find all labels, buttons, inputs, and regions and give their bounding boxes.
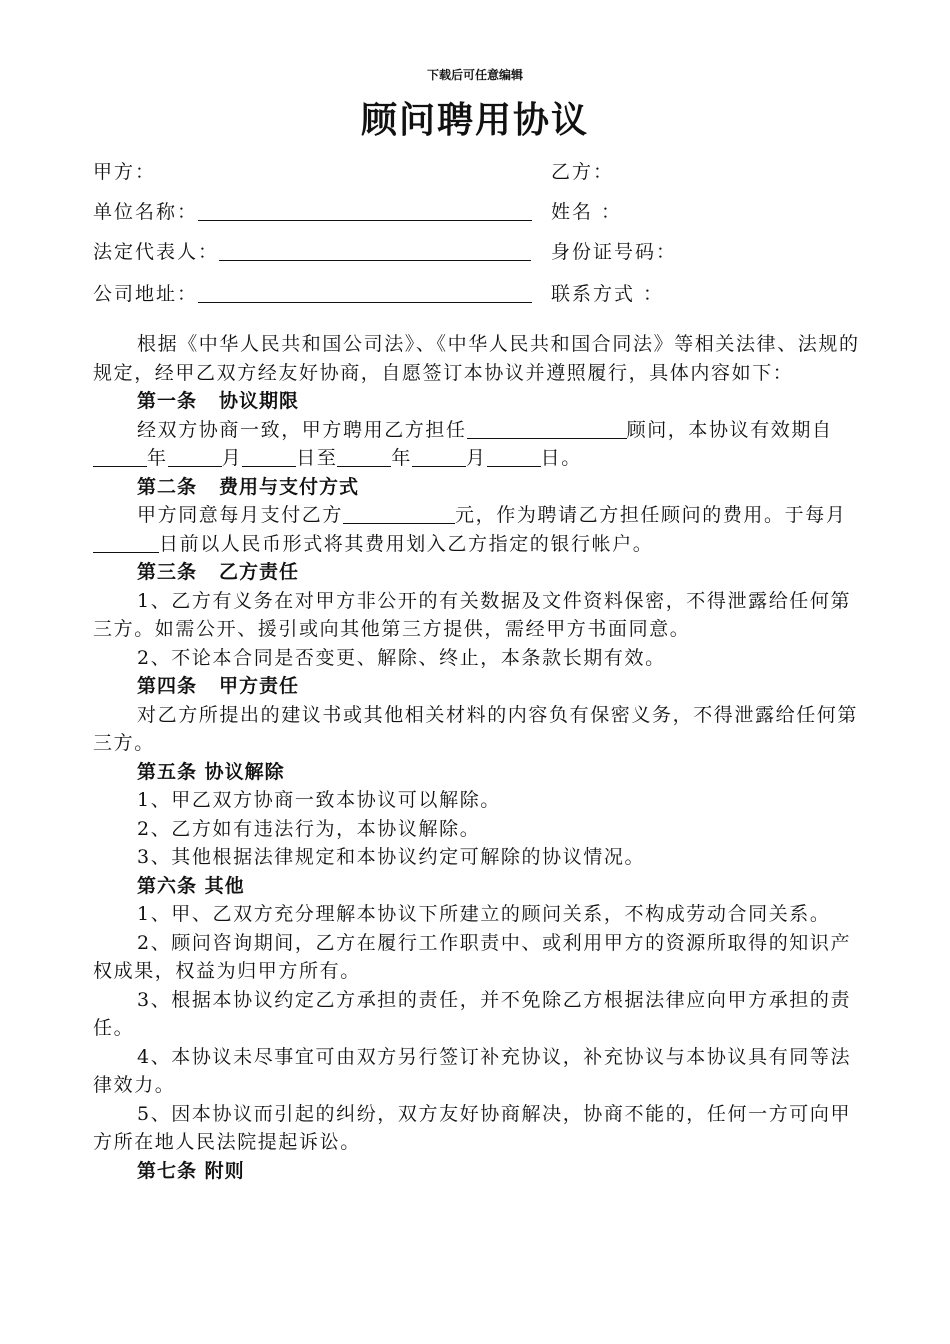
article-3-title: 乙方责任 [219,561,300,583]
end-day-label: 日。 [540,447,582,469]
article-6-item: 3、根据本协议约定乙方承担的责任，并不免除乙方根据法律应向甲方承担的责任。 [93,988,852,1039]
article-3-heading [93,558,863,587]
article-3-number: 第三条 [137,561,198,583]
article-5-item: 3、其他根据法律规定和本协议约定可解除的协议情况。 [137,846,646,868]
party-row-header [93,157,873,187]
start-year-blank[interactable] [93,446,147,467]
party-b-label: 乙方： [551,161,615,183]
header-note: 下载后可任意编辑 [426,68,523,82]
article-4-number: 第四条 [137,675,198,697]
article-2-paragraph [93,501,863,558]
end-month-blank[interactable] [412,446,466,467]
end-year-label: 年 [391,447,413,469]
start-year-label: 年 [147,447,168,469]
article-2-text-b: 元，作为聘请乙方担任顾问的费用。于每月 [455,504,847,526]
party-row-representative [93,237,873,267]
address-label: 公司地址： [93,283,199,305]
representative-field[interactable] [93,237,531,264]
company-name-blank[interactable] [198,200,532,221]
monthly-fee-blank[interactable] [343,503,455,524]
id-number-label: 身份证号码： [551,241,678,263]
article-6-heading: 第六条 其他 [137,874,245,897]
article-1-title: 协议期限 [219,390,300,412]
page-title: 顾问聘用协议 [360,99,589,141]
article-1-text-b: 顾问，本协议有效期自 [626,418,833,441]
article-4-item: 对乙方所提出的建议书或其他相关材料的内容负有保密义务，不得泄露给任何第三方。 [93,703,859,754]
address-blank[interactable] [198,282,532,303]
article-3-item: 2、不论本合同是否变更、解除、终止，本条款长期有效。 [137,646,666,669]
article-1-text-a: 经双方协商一致，甲方聘用乙方担任 [137,418,467,441]
article-4-heading [93,672,863,701]
representative-label: 法定代表人： [93,241,220,263]
start-month-label: 月 [221,447,243,469]
article-7-heading: 第七条 附则 [137,1159,245,1182]
end-day-blank[interactable] [487,446,541,467]
name-label: 姓名 ： [551,201,623,223]
article-5-item: 1、甲乙双方协商一致本协议可以解除。 [137,789,501,811]
article-6-item: 4、本协议未尽事宜可由双方另行签订补充协议，补充协议与本协议具有同等法律效力。 [93,1045,852,1096]
article-1-number: 第一条 [137,390,198,412]
article-4-title: 甲方责任 [219,675,300,697]
consultant-role-blank[interactable] [467,418,627,439]
start-day-blank[interactable] [242,446,296,467]
article-1-heading [93,387,863,416]
representative-blank[interactable] [219,240,531,261]
start-month-blank[interactable] [168,446,222,467]
payment-day-blank[interactable] [93,532,159,553]
company-name-label: 单位名称： [93,201,199,223]
start-day-label: 日至 [296,447,338,469]
article-2-heading [93,473,863,502]
article-5-heading: 第五条 协议解除 [137,760,285,783]
article-2-number: 第二条 [137,475,198,498]
company-name-field[interactable] [93,197,532,224]
agreement-body [93,330,863,1185]
intro-paragraph: 根据《中华人民共和国公司法》、《中华人民共和国合同法》等相关法律、法规的规定，经甲乙双方经友好协商，自愿签订本协议并遵照履行，具体内容如下： [93,333,860,384]
article-6-item: 5、因本协议而引起的纠纷，双方友好协商解决，协商不能的，任何一方可向甲方所在地人民法院提起诉讼。 [93,1102,852,1153]
article-6-item: 1、甲、乙双方充分理解本协议下所建立的顾问关系，不构成劳动合同关系。 [137,903,831,925]
article-6-item: 2、顾问咨询期间，乙方在履行工作职责中、或利用甲方的资源所取得的知识产权成果，权益为归甲方所有。 [93,931,852,982]
party-row-address [93,279,873,309]
address-field[interactable] [93,279,532,306]
contact-label: 联系方式 ： [551,283,665,305]
article-2-text-a: 甲方同意每月支付乙方 [137,504,344,526]
article-1-paragraph [93,416,863,473]
end-month-label: 月 [466,447,487,469]
article-5-item: 2、乙方如有违法行为，本协议解除。 [137,817,481,840]
party-row-company [93,197,873,227]
end-year-blank[interactable] [337,446,391,467]
article-3-item: 1、乙方有义务在对甲方非公开的有关数据及文件资料保密，不得泄露给任何第三方。如需公开、援引或向其他第三方提供，需经甲方书面同意。 [93,589,852,640]
article-2-text-c: 日前以人民币形式将其费用划入乙方指定的银行帐户。 [159,532,654,555]
party-a-label: 甲方： [93,161,157,183]
article-2-title: 费用与支付方式 [219,475,360,498]
